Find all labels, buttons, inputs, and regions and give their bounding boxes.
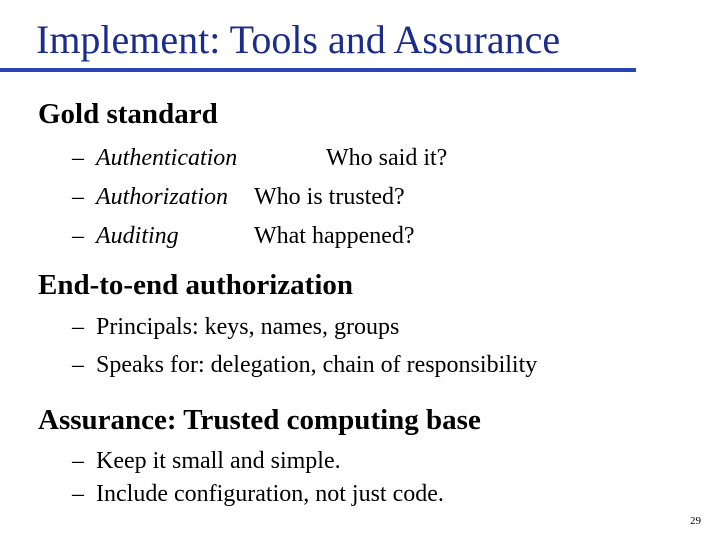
item-term: Authorization (96, 184, 229, 210)
gold-standard-item-authentication (72, 145, 448, 171)
item-term: Authentication (96, 145, 238, 171)
item-term: Auditing (96, 223, 179, 249)
bullet-dash: – (72, 184, 84, 210)
title-underline (0, 68, 636, 72)
assurance-heading: Assurance: Trusted computing base (38, 404, 481, 436)
item-description: Who is trusted? (254, 184, 405, 210)
assurance-item-keep-small (72, 449, 341, 473)
bullet-dash: – (72, 448, 84, 474)
bullet-dash: – (72, 352, 84, 378)
bullet-dash: – (72, 145, 84, 171)
end-to-end-item-speaks-for (72, 353, 537, 377)
bullet-dash: – (72, 481, 84, 507)
item-description: What happened? (254, 223, 415, 249)
item-description: Who said it? (326, 145, 448, 171)
page-number: 29 (690, 515, 701, 527)
item-text: Keep it small and simple. (96, 448, 341, 474)
slide-title: Implement: Tools and Assurance (36, 17, 561, 62)
item-text: Speaks for: delegation, chain of responsibility (96, 352, 538, 378)
item-text: Include configuration, not just code. (96, 481, 444, 507)
gold-standard-heading: Gold standard (38, 98, 218, 130)
assurance-item-include-configuration (72, 482, 444, 506)
end-to-end-item-principals (72, 315, 399, 339)
bullet-dash: – (72, 314, 84, 340)
gold-standard-item-auditing (72, 223, 415, 249)
bullet-dash: – (72, 223, 84, 249)
item-text: Principals: keys, names, groups (96, 314, 400, 340)
gold-standard-item-authorization (72, 184, 405, 210)
end-to-end-heading: End-to-end authorization (38, 269, 354, 301)
